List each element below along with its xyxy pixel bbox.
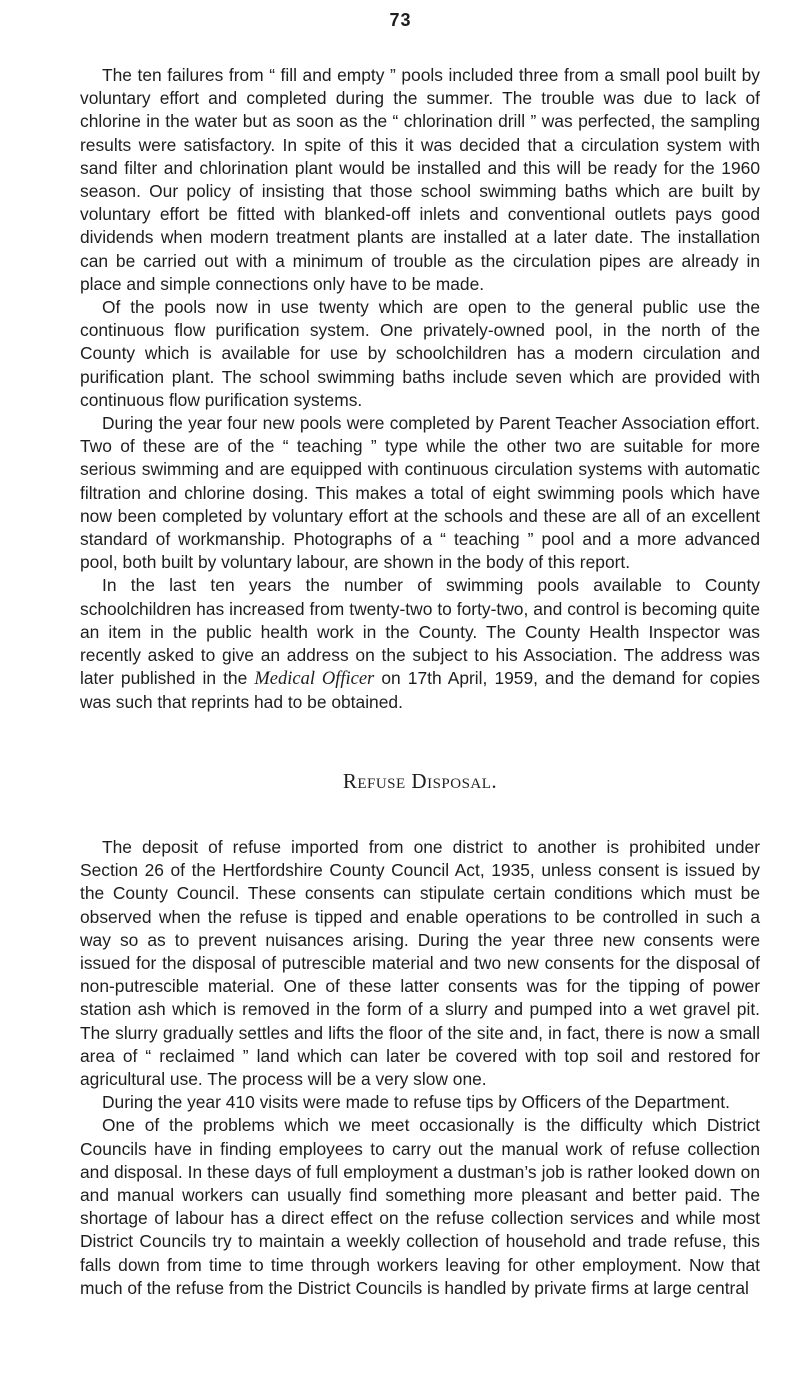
paragraph: Of the pools now in use twenty which are open to the general public use the continuous flow purification system. One privately-owned pool, in the north of the County which is available for use by schoolchildren has a modern circulation and purification plant. The school swimming baths include seven which are provided with continuous flow purification systems. bbox=[80, 297, 760, 410]
paragraph: One of the problems which we meet occasionally is the difficulty which District Councils have in finding employees to carry out the manual work of refuse collection and disposal. In these days of full employment a dustman’s job is rather looked down on and manual workers can usually find something more pleasant and better paid. The shortage of labour has a direct effect on the refuse collection services and while most District Councils try to maintain a weekly collection of household and trade refuse, this falls down from time to time through workers leaving for other employment. Now that much of the refuse from the District Councils is handled by private firms at large central bbox=[80, 1115, 760, 1298]
paragraph: During the year 410 visits were made to refuse tips by Officers of the Department. bbox=[102, 1092, 730, 1113]
page-number: 73 bbox=[389, 10, 412, 30]
paragraph: During the year four new pools were completed by Parent Teacher Association effort. Two of these are of the “ teaching ” type while the other two are suitable for more serious swimming and are equipped with continuous circulation systems with automatic filtration and chlorine dosing. This makes a total of eight swimming pools which have now been completed by voluntary effort at the schools and these are all of an excellent standard of workmanship. Photographs of a “ teaching ” pool and a more advanced pool, both built by voluntary labour, are shown in the body of this report. bbox=[80, 413, 760, 573]
paragraph-text: on 17th April, 1959, and the demand for copies was such that reprints had to be obtained. bbox=[80, 668, 760, 713]
section-heading: Refuse Disposal. bbox=[342, 768, 498, 793]
paragraph: The deposit of refuse imported from one district to another is prohibited under Section 26 of the Hertfordshire County Council Act, 1935, unless consent is issued by the County Council. These consents can stipulate certain conditions which must be observed when the refuse is tipped and enable operations to be controlled in such a way so as to prevent nuisances arising. During the year three new consents were issued for the disposal of putrescible material and two new consents for the disposal of non-putrescible material. One of these latter consents was for the tipping of power station ash which is removed in the form of a slurry and pumped into a wet gravel pit. The slurry gradually settles and lifts the floor of the site and, in fact, there is now a small area of “ reclaimed ” land which can later be covered with top soil and restored for agricultural use. The process will be a very slow one. bbox=[80, 836, 760, 1089]
journal-title: Medical Officer bbox=[254, 669, 375, 690]
paragraph bbox=[80, 574, 760, 714]
document-body bbox=[80, 64, 760, 1300]
paragraph: The ten failures from “ fill and empty ” pools included three from a small pool built by voluntary effort and completed during the summer. The trouble was due to lack of chlorine in the water but as soon as the “ chlorination drill ” was perfected, the sampling results were satisfactory. In spite of this it was decided that a circulation system with sand filter and chlorination plant would be installed and this will be ready for the 1960 season. Our policy of insisting that those school swimming baths which are built by voluntary effort be fitted with blanked-off inlets and conventional outlets pays good dividends when modern treatment plants are installed at a later date. The installation can be carried out with a minimum of trouble as the circulation pipes are already in place and simple connections only have to be made. bbox=[80, 65, 760, 294]
paragraph-text: In the last ten years the number of swimming pools available to County schoolchildren has increased from twenty-two to forty-two, and control is becoming quite an item in the public health work in the County. The County Health Inspector was recently asked to give an address on the subject to his Association. The address was later published in the bbox=[80, 575, 760, 689]
